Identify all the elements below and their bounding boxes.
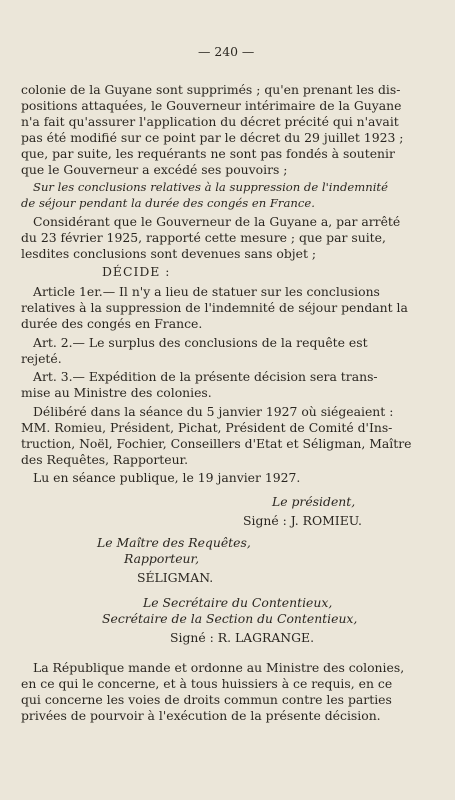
deliberation-line: Délibéré dans la séance du 5 janvier 1927 où siégeaient : bbox=[33, 404, 394, 419]
paragraph-line: lesdites conclusions sont devenues sans objet ; bbox=[21, 246, 317, 261]
rapporteur-title: Rapporteur, bbox=[124, 551, 200, 566]
paragraph-line: Considérant que le Gouverneur de la Guyane a, par arrêté bbox=[33, 214, 401, 229]
paragraph-line: du 23 février 1925, rapporté cette mesure ; que par suite, bbox=[21, 230, 386, 245]
paragraph-line: n'a fait qu'assurer l'application du décret précité qui n'avait bbox=[21, 114, 399, 129]
article-line: Article 1er.— Il n'y a lieu de statuer sur les conclusions bbox=[33, 284, 380, 299]
rapporteur-name: SÉLIGMAN. bbox=[137, 570, 214, 585]
final-line: en ce qui le concerne, et à tous huissiers à ce requis, en ce bbox=[21, 676, 393, 691]
article-line: Art. 2.— Le surplus des conclusions de la requête est bbox=[33, 335, 368, 350]
article-line: durée des congés en France. bbox=[21, 316, 203, 331]
paragraph-line: colonie de la Guyane sont supprimés ; qu'en prenant les dis- bbox=[21, 82, 401, 97]
secretary-signature: Signé : R. LAGRANGE. bbox=[170, 630, 315, 645]
decide-heading: DÉCIDE : bbox=[102, 264, 171, 279]
section-heading: de séjour pendant la durée des congés en France. bbox=[21, 196, 315, 210]
page-number: — 240 — bbox=[198, 44, 255, 59]
secretary-title: Secrétaire de la Section du Contentieux, bbox=[102, 611, 358, 626]
final-line: La République mande et ordonne au Ministre des colonies, bbox=[33, 660, 405, 675]
paragraph-line: que, par suite, les requérants ne sont pas fondés à soutenir bbox=[21, 146, 395, 161]
article-line: Art. 3.— Expédition de la présente décision sera trans- bbox=[33, 369, 378, 384]
deliberation-line: truction, Noël, Fochier, Conseillers d'Etat et Séligman, Maître bbox=[21, 436, 412, 451]
president-title: Le président, bbox=[272, 494, 356, 509]
article-line: relatives à la suppression de l'indemnité de séjour pendant la bbox=[21, 300, 408, 315]
article-line: rejeté. bbox=[21, 351, 62, 366]
president-signature: Signé : J. ROMIEU. bbox=[243, 513, 362, 528]
paragraph-line: que le Gouverneur a excédé ses pouvoirs ; bbox=[21, 162, 288, 177]
paragraph-line: positions attaquées, le Gouverneur intérimaire de la Guyane bbox=[21, 98, 402, 113]
final-line: privées de pourvoir à l'exécution de la présente décision. bbox=[21, 708, 381, 723]
paragraph-line: pas été modifié sur ce point par le décret du 29 juillet 1923 ; bbox=[21, 130, 404, 145]
deliberation-line: MM. Romieu, Président, Pichat, Président de Comité d'Ins- bbox=[21, 420, 393, 435]
deliberation-line: des Requêtes, Rapporteur. bbox=[21, 452, 189, 467]
secretary-title: Le Secrétaire du Contentieux, bbox=[143, 595, 333, 610]
article-line: mise au Ministre des colonies. bbox=[21, 385, 212, 400]
final-line: qui concerne les voies de droits commun contre les parties bbox=[21, 692, 392, 707]
rapporteur-title: Le Maître des Requêtes, bbox=[97, 535, 251, 550]
section-heading: Sur les conclusions relatives à la suppression de l'indemnité bbox=[33, 180, 388, 194]
public-session-line: Lu en séance publique, le 19 janvier 1927. bbox=[33, 470, 301, 485]
